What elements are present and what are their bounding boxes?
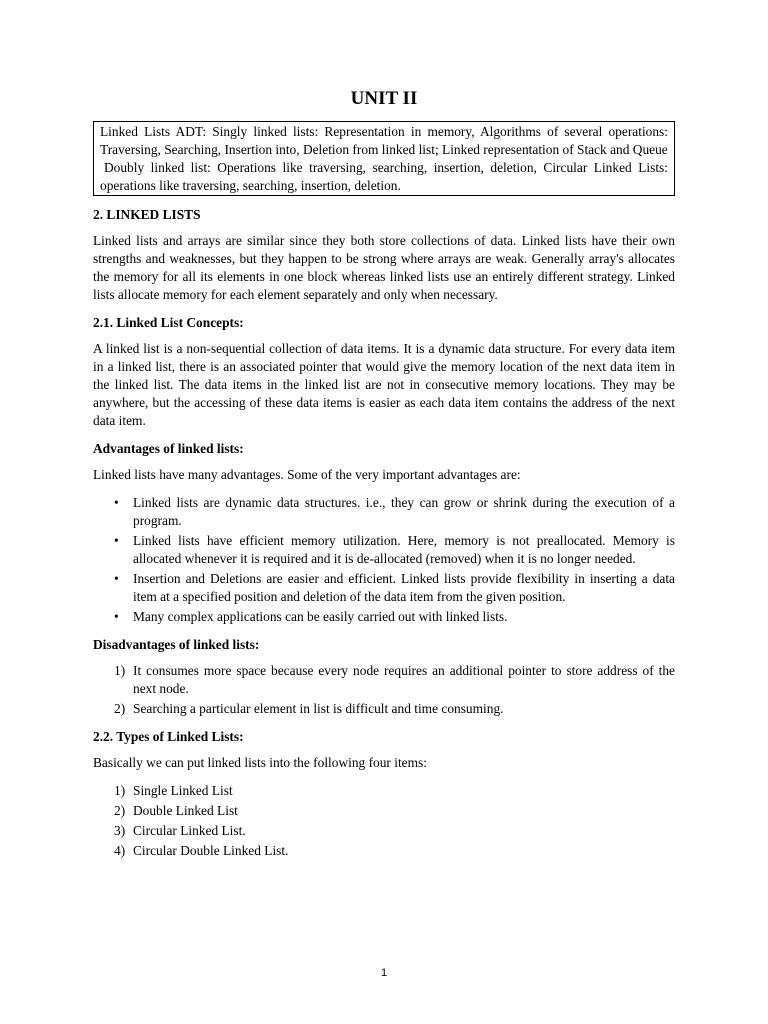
list-number: 3)	[114, 823, 126, 838]
list-item	[114, 532, 675, 568]
syllabus-line-2: Doubly linked list: Operations like traversing, searching, insertion, deletion, Circular Linked Lists: operations like traversing, searching, insertion, deletion.	[100, 160, 668, 193]
list-item	[114, 782, 675, 800]
list-item-text: Double Linked List	[133, 803, 238, 818]
advantages-heading: Advantages of linked lists:	[93, 441, 244, 456]
list-item	[114, 700, 675, 718]
list-item-text: Linked lists are dynamic data structures. i.e., they can grow or shrink during the execution of a program.	[133, 495, 675, 528]
types-list	[93, 782, 675, 860]
syllabus-box	[93, 121, 675, 196]
list-item-text: Linked lists have efficient memory utilization. Here, memory is not preallocated. Memory is allocated whenever it is required and it is de-allocated (removed) when it is no longer needed.	[133, 533, 675, 566]
section-paragraph-concepts: A linked list is a non-sequential collection of data items. It is a dynamic data structure. For every data item in a linked list, there is an associated pointer that would give the memory location of the next data item in the linked list. The data items in the linked list are not in consecutive memory locations. They may be anywhere, but the accessing of these data items is easier as each data item contains the address of the next data item.	[93, 341, 675, 428]
disadvantages-heading: Disadvantages of linked lists:	[93, 637, 260, 652]
section-paragraph-linked-lists: Linked lists and arrays are similar since they both store collections of data. Linked lists have their own strengths and weaknesses, but they happen to be strong where arrays are weak. Generally array's allocates the memory for all its elements in one block whereas linked lists use an entirely different strategy. Linked lists allocate memory for each element separately and only when necessary.	[93, 233, 675, 302]
types-heading: 2.2. Types of Linked Lists:	[93, 729, 244, 744]
list-number: 2)	[114, 701, 126, 716]
list-item	[114, 494, 675, 530]
list-item-text: Insertion and Deletions are easier and efficient. Linked lists provide flexibility in inserting a data item at a specified position and deletion of the data item from the given position.	[133, 571, 675, 604]
list-item-text: Searching a particular element in list is difficult and time consuming.	[133, 701, 504, 716]
bullet-icon: •	[114, 571, 119, 586]
list-item	[114, 570, 675, 606]
bullet-icon: •	[114, 495, 119, 510]
list-number: 4)	[114, 843, 126, 858]
list-item	[114, 802, 675, 820]
section-heading-concepts: 2.1. Linked List Concepts:	[93, 315, 244, 330]
list-item-text: Circular Linked List.	[133, 823, 246, 838]
list-item	[114, 842, 675, 860]
bullet-icon: •	[114, 533, 119, 548]
advantages-list	[93, 494, 675, 626]
page-content	[93, 82, 675, 868]
list-item	[114, 662, 675, 698]
list-number: 1)	[114, 663, 126, 678]
advantages-intro: Linked lists have many advantages. Some of the very important advantages are:	[93, 467, 521, 482]
list-item	[114, 822, 675, 840]
page-number: 1	[380, 967, 388, 979]
list-item-text: Circular Double Linked List.	[133, 843, 289, 858]
disadvantages-list	[93, 662, 675, 718]
list-number: 1)	[114, 783, 126, 798]
list-number: 2)	[114, 803, 126, 818]
list-item-text: It consumes more space because every node requires an additional pointer to store address of the next node.	[133, 663, 675, 696]
list-item	[114, 608, 675, 626]
list-item-text: Single Linked List	[133, 783, 233, 798]
list-item-text: Many complex applications can be easily carried out with linked lists.	[133, 609, 508, 624]
unit-title: UNIT II	[350, 88, 418, 109]
syllabus-line-1: Linked Lists ADT: Singly linked lists: Representation in memory, Algorithms of several operations: Traversing, Searching, Insertion into, Deletion from linked list; Linked representation of Stack and Queue	[100, 124, 668, 157]
bullet-icon: •	[114, 609, 119, 624]
types-intro: Basically we can put linked lists into the following four items:	[93, 755, 427, 770]
section-heading-linked-lists: 2. LINKED LISTS	[93, 207, 201, 222]
